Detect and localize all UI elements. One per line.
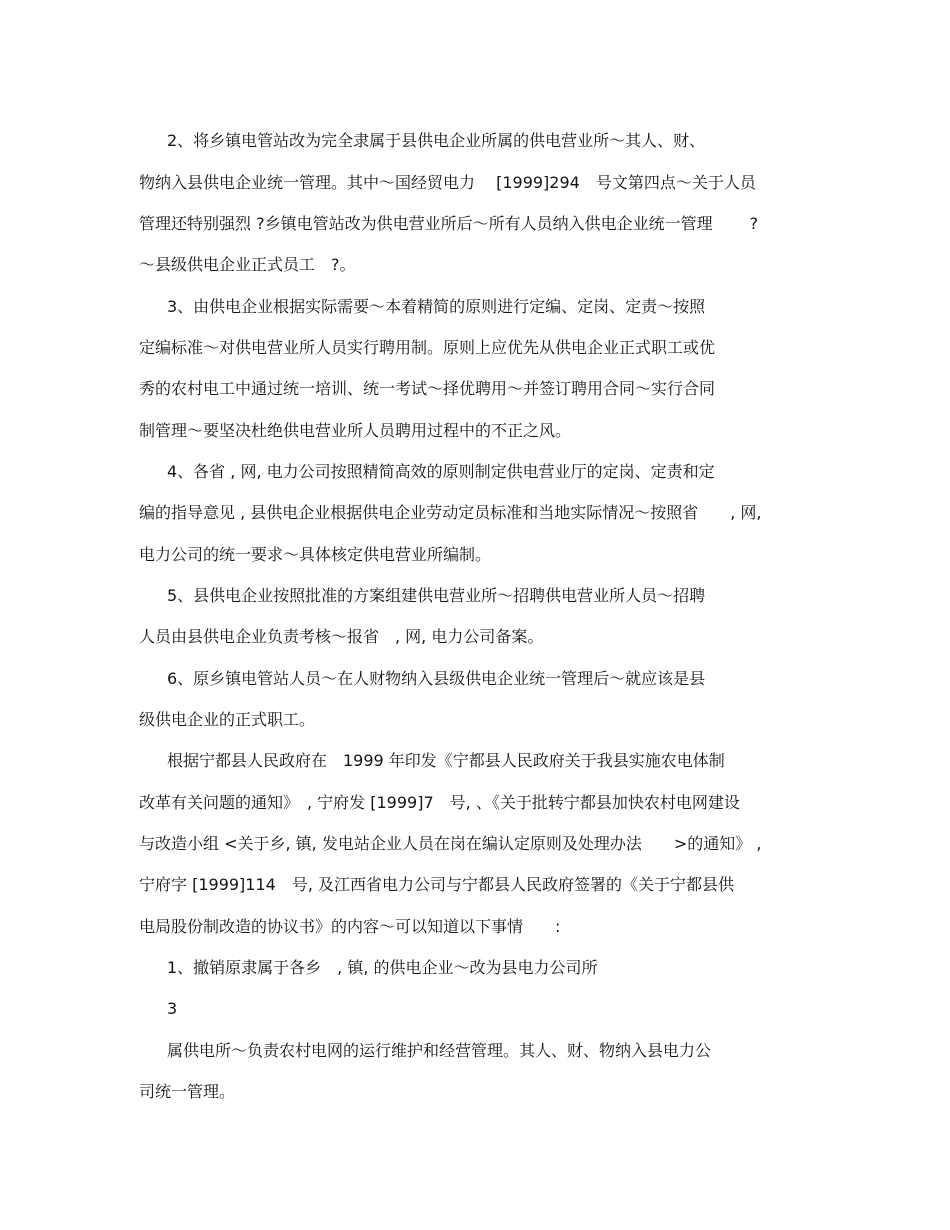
- text-line: 改革有关问题的通知》 , 宁府发 [1999]7 号, 、《关于批转宁都县加快农村电网建设: [139, 793, 740, 812]
- text-line: 1、撤销原隶属于各乡 , 镇, 的供电企业～改为县电力公司所: [167, 958, 598, 977]
- text-line: 属供电所～负责农村电网的运行维护和经营管理。其人、财、物纳入县电力公: [167, 1041, 712, 1060]
- text-line: ～县级供电企业正式员工 ?。: [139, 255, 356, 274]
- text-line: 与改造小组 <关于乡, 镇, 发电站企业人员在岗在编认定原则及处理办法 >的通知》 ,: [139, 834, 762, 853]
- text-line: 制管理～要坚决杜绝供电营业所人员聘用过程中的不正之风。: [139, 421, 572, 440]
- text-line: 司统一管理。: [139, 1082, 236, 1101]
- text-line: 电局股份制改造的协议书》的内容～可以知道以下事情 :: [139, 917, 561, 936]
- text-line: 根据宁都县人民政府在 1999 年印发《宁都县人民政府关于我县实施农电体制: [167, 751, 725, 770]
- text-line: 管理还特别强烈 ?乡镇电管站改为供电营业所后～所有人员纳入供电企业统一管理 ?: [139, 214, 759, 233]
- text-line: 宁府字 [1999]114 号, 及江西省电力公司与宁都县人民政府签署的《关于宁都县供: [139, 875, 735, 894]
- text-line: 6、原乡镇电管站人员～在人财物纳入县级供电企业统一管理后～就应该是县: [167, 669, 706, 688]
- text-line: 定编标准～对供电营业所人员实行聘用制。原则上应优先从供电企业正式职工或优: [139, 338, 716, 357]
- text-line: 4、各省 , 网, 电力公司按照精简高效的原则制定供电营业厅的定岗、定责和定: [167, 462, 715, 481]
- text-line: 物纳入县供电企业统一管理。其中～国经贸电力 [1999]294 号文第四点～关于人员: [139, 173, 756, 192]
- text-line: 人员由县供电企业负责考核～报省 , 网, 电力公司备案。: [139, 627, 544, 646]
- text-line: 编的指导意见 , 县供电企业根据供电企业劳动定员标准和当地实际情况～按照省 , 网,: [139, 503, 762, 522]
- text-line: 级供电企业的正式职工。: [139, 710, 316, 729]
- text-line: 秀的农村电工中通过统一培训、统一考试～择优聘用～并签订聘用合同～实行合同: [139, 379, 716, 398]
- text-line: 5、县供电企业按照批准的方案组建供电营业所～招聘供电营业所人员～招聘: [167, 586, 706, 605]
- text-line: 电力公司的统一要求～具体核定供电营业所编制。: [139, 545, 492, 564]
- text-line: 2、将乡镇电管站改为完全隶属于县供电企业所属的供电营业所～其人、财、: [167, 131, 706, 150]
- page-number: 3: [167, 999, 178, 1018]
- text-line: 3、由供电企业根据实际需要～本着精简的原则进行定编、定岗、定责～按照: [167, 297, 706, 316]
